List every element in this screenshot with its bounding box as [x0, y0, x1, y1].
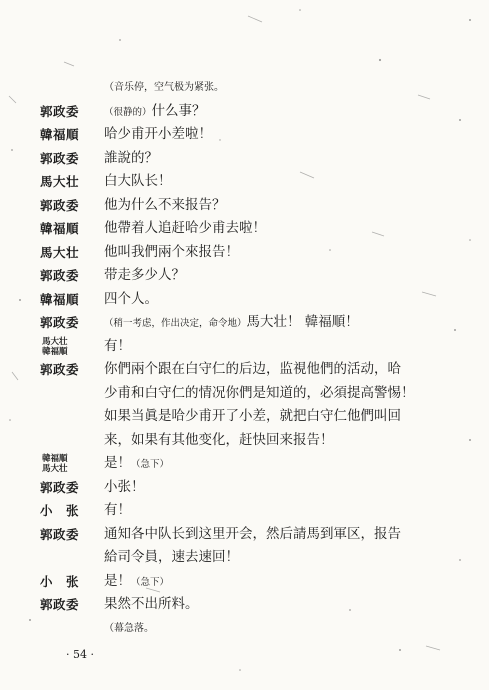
speaker-name: 小 张 [40, 573, 80, 589]
speaker-name-bottom: 馬大壮 [42, 464, 68, 474]
spoken-text: 他叫我們兩个來报告！ [104, 243, 239, 260]
speaker-name: 韓福順 [40, 127, 80, 142]
spoken-text: 他为什么不来报告？ [104, 196, 226, 213]
speaker-name-top: 馬大壮 [42, 336, 68, 347]
dual-speaker-names [42, 337, 96, 357]
spoken-text: 四个人。 [104, 290, 158, 307]
dialogue-line [40, 194, 450, 218]
dialogue-line [40, 523, 450, 547]
dialogue-line [40, 170, 450, 194]
dialogue-line [40, 241, 450, 265]
dual-speaker-names [42, 454, 96, 474]
speaker-name: 馬大壮 [40, 174, 80, 189]
dialogue-text [104, 452, 169, 477]
speaker-name: 小 张 [40, 503, 80, 518]
spoken-text: 是！ [104, 455, 131, 471]
speaker-name-top: 韓福順 [42, 454, 68, 464]
spoken-text: 白大队长！ [104, 173, 172, 189]
stage-direction-text: （音乐停，空气极为紧张。 [104, 82, 224, 93]
dialogue-line [40, 499, 450, 523]
speaker-name: 郭政委 [40, 197, 80, 213]
dialogue-continuation [40, 382, 450, 406]
page-number: · 54 · [66, 648, 94, 661]
stage-direction-text: （幕急落。 [104, 622, 154, 634]
dialogue-line [40, 264, 450, 288]
dual-speaker-line [40, 335, 450, 359]
dialogue-text [104, 570, 169, 595]
spoken-text: 給司令員，速去速回！ [104, 549, 239, 565]
action-note: （很静的） [104, 106, 152, 118]
spoken-text: 有！ [104, 337, 131, 354]
speaker-name: 郭政委 [40, 597, 80, 612]
spoken-text: 馬大壮！ 韓福順！ [246, 314, 359, 330]
spoken-text: 来，如果有其他变化，赶快回来报告！ [104, 431, 334, 448]
dialogue-line [40, 311, 450, 335]
speaker-name: 韓福順 [40, 221, 80, 236]
spoken-text: 什么事？ [151, 102, 206, 119]
spoken-text: 小张！ [104, 478, 145, 495]
stage-direction-closing [40, 617, 450, 641]
spoken-text: 有！ [104, 502, 131, 518]
speaker-name: 馬大壮 [40, 244, 80, 260]
speaker-name: 郭政委 [40, 315, 80, 330]
speaker-name: 郭政委 [40, 103, 80, 119]
dialogue-continuation [40, 546, 450, 570]
speaker-name: 韓福順 [40, 291, 80, 307]
dialogue-line [40, 100, 450, 124]
speaker-name: 郭政委 [40, 479, 80, 495]
spoken-text: 你們兩个跟在白守仁的后边，监視他們的活动，哈 [104, 361, 401, 377]
spoken-text: 果然不出所料。 [104, 596, 199, 612]
action-note: （急下） [131, 576, 170, 588]
spoken-text: 誰說的？ [104, 149, 158, 166]
speaker-name-bottom: 韓福順 [42, 346, 68, 357]
speaker-name: 郭政委 [40, 150, 80, 166]
dialogue-continuation [40, 429, 450, 453]
dialogue-line [40, 147, 450, 171]
dialogue-continuation [40, 405, 450, 429]
action-note: （急下） [131, 459, 170, 470]
speaker-name: 郭政委 [40, 268, 80, 283]
dialogue-line [40, 217, 450, 241]
spoken-text: 带走多少人？ [104, 267, 185, 283]
dual-speaker-line [40, 452, 450, 476]
dialogue-block [40, 76, 450, 640]
spoken-text: 是！ [104, 572, 131, 589]
dialogue-line [40, 593, 450, 617]
dialogue-line [40, 476, 450, 500]
spoken-text: 如果当眞是哈少甫开了小差，就把白守仁他們叫回 [104, 408, 401, 424]
dialogue-text [104, 311, 359, 336]
spoken-text: 哈少甫开小差啦！ [104, 126, 212, 142]
dialogue-line [40, 358, 450, 382]
spoken-text: 他帶着人追赶哈少甫去啦！ [104, 220, 266, 236]
dialogue-line [40, 570, 450, 594]
dialogue-line [40, 123, 450, 147]
spoken-text: 少甫和白守仁的情况你們是知道的，必須提高警惕！ [104, 384, 415, 401]
action-note: （稍一考虑，作出决定，命令地） [104, 318, 247, 329]
stage-direction-opening [40, 76, 450, 100]
spoken-text: 通知各中队长到这里开会，然后請馬到軍区，报告 [104, 525, 401, 542]
speaker-name: 郭政委 [40, 526, 80, 542]
speaker-name: 郭政委 [40, 362, 80, 377]
dialogue-text [104, 100, 206, 125]
dialogue-line [40, 288, 450, 312]
